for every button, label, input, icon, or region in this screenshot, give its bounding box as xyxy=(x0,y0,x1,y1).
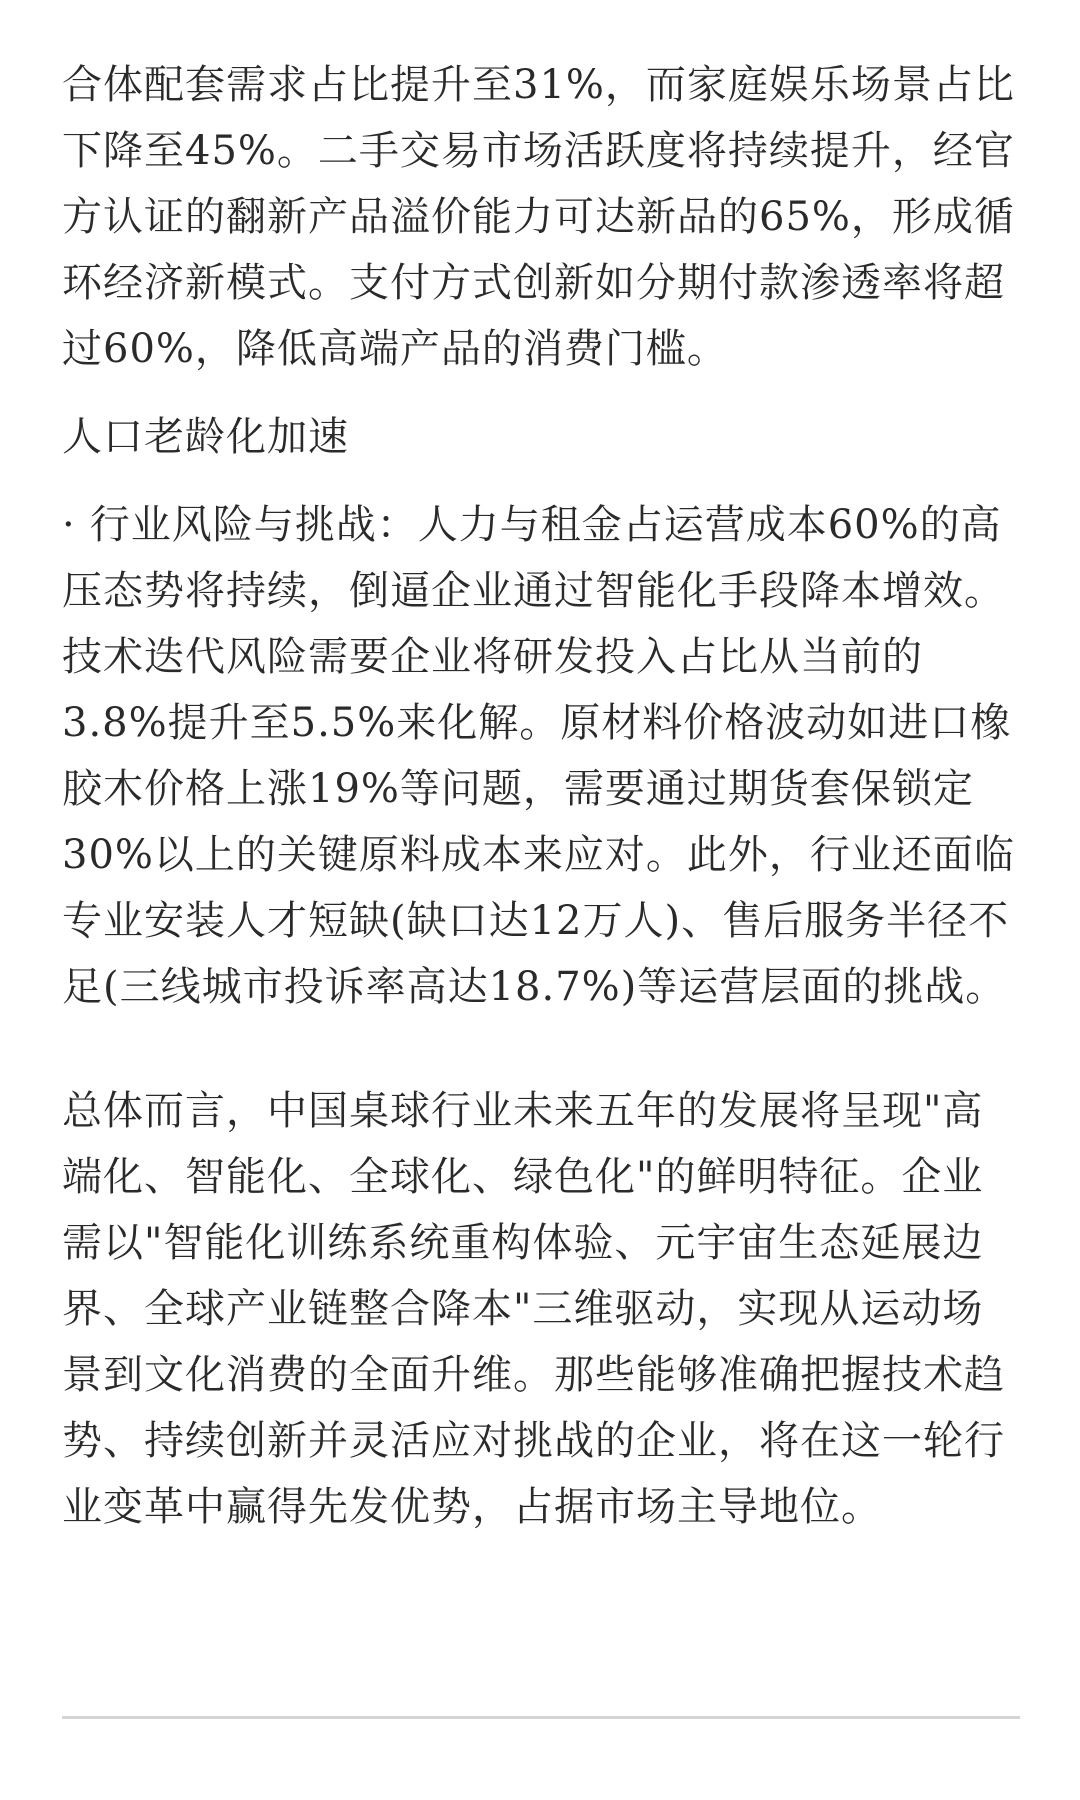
section-heading: 人口老龄化加速 xyxy=(62,414,349,460)
paragraph-risks-challenges xyxy=(62,492,1022,1020)
bottom-divider xyxy=(62,1716,1020,1719)
article-body xyxy=(62,52,1022,1540)
risks-text: 行业风险与挑战：人力与租金占运营成本60%的高压态势将持续，倒逼企业通过智能化手段降本增效。技术迭代风险需要企业将研发投入占比从当前的3.8%提升至5.5%来化解。原材料价格波动如进口橡胶木价格上涨19%等问题，需要通过期货套保锁定30%以上的关键原料成本来应对。此外，行业还面临专业安装人才短缺(缺口达12万人)、售后服务半径不足(三线城市投诉率高达18.7%)等运营层面的挑战。 xyxy=(62,502,1015,1010)
paragraph-consumption-trends: 合体配套需求占比提升至31%，而家庭娱乐场景占比下降至45%。二手交易市场活跃度将持续提升，经官方认证的翻新产品溢价能力可达新品的65%，形成循环经济新模式。支付方式创新如分期付款渗透率将超过60%，降低高端产品的消费门槛。 xyxy=(62,62,1015,372)
paragraph-conclusion: 总体而言，中国桌球行业未来五年的发展将呈现"高端化、智能化、全球化、绿色化"的鲜明特征。企业需以"智能化训练系统重构体验、元宇宙生态延展边界、全球产业链整合降本"三维驱动，实现从运动场景到文化消费的全面升维。那些能够准确把握技术趋势、持续创新并灵活应对挑战的企业，将在这一轮行业变革中赢得先发优势，占据市场主导地位。 xyxy=(62,1088,1005,1530)
bullet-dot-icon: · xyxy=(62,502,76,548)
